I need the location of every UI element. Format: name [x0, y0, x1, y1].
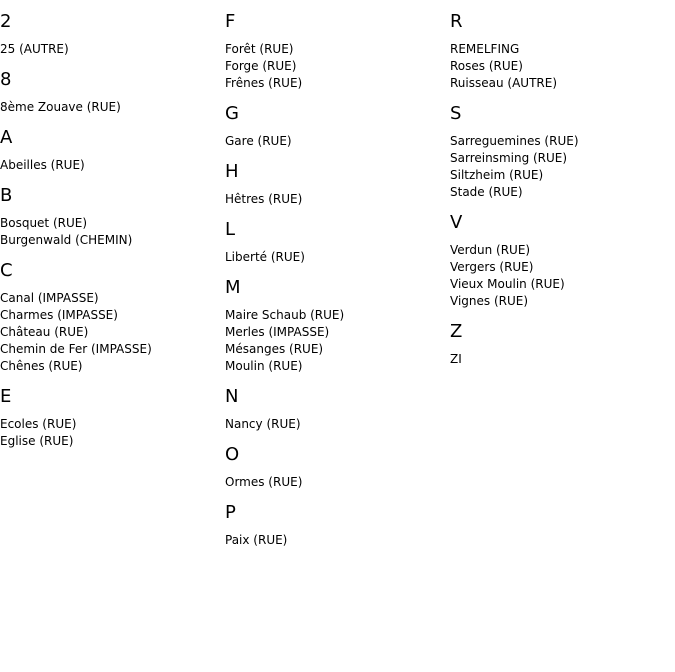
street-list — [450, 351, 665, 368]
street-list — [0, 290, 215, 375]
street-link[interactable]: Burgenwald (CHEMIN) — [0, 233, 133, 247]
letter-group — [225, 161, 440, 208]
street-list — [225, 474, 440, 491]
street-list — [0, 99, 215, 116]
street-link[interactable]: Hêtres (RUE) — [225, 192, 303, 206]
street-link[interactable]: Vieux Moulin (RUE) — [450, 277, 565, 291]
letter-group — [450, 212, 665, 310]
letter-group — [225, 386, 440, 433]
letter-group — [0, 260, 215, 375]
street-link[interactable]: Château (RUE) — [0, 325, 89, 339]
letter-heading: G — [225, 103, 239, 124]
letter-heading: 8 — [0, 69, 12, 90]
street-link[interactable]: Roses (RUE) — [450, 59, 523, 73]
street-link[interactable]: Forge (RUE) — [225, 59, 297, 73]
street-link[interactable]: 8ème Zouave (RUE) — [0, 100, 121, 114]
street-link[interactable]: Charmes (IMPASSE) — [0, 308, 118, 322]
letter-heading: R — [450, 11, 463, 32]
street-link[interactable]: Canal (IMPASSE) — [0, 291, 99, 305]
letter-group — [225, 103, 440, 150]
street-list — [450, 242, 665, 310]
letter-group — [225, 444, 440, 491]
letter-heading: A — [0, 127, 13, 148]
street-link[interactable]: Merles (IMPASSE) — [225, 325, 330, 339]
street-link[interactable]: Verdun (RUE) — [450, 243, 531, 257]
street-link[interactable]: Moulin (RUE) — [225, 359, 303, 373]
street-link[interactable]: Eglise (RUE) — [0, 434, 74, 448]
letter-heading: Z — [450, 321, 463, 342]
street-link[interactable]: Nancy (RUE) — [225, 417, 301, 431]
street-link[interactable]: Bosquet (RUE) — [0, 216, 88, 230]
street-list — [225, 416, 440, 433]
letter-heading: B — [0, 185, 13, 206]
street-link[interactable]: Mésanges (RUE) — [225, 342, 324, 356]
letter-heading: E — [0, 386, 12, 407]
letter-heading: H — [225, 161, 239, 182]
letter-heading: M — [225, 277, 241, 298]
street-list — [225, 532, 440, 549]
street-index-column-3 — [450, 0, 665, 374]
letter-group — [450, 11, 665, 92]
letter-group — [225, 11, 440, 92]
letter-heading: S — [450, 103, 462, 124]
letter-group — [0, 127, 215, 174]
letter-group — [0, 11, 215, 58]
street-link[interactable]: Chemin de Fer (IMPASSE) — [0, 342, 152, 356]
letter-heading: L — [225, 219, 236, 240]
street-index-column-1 — [0, 0, 215, 456]
street-list — [225, 133, 440, 150]
letter-heading: V — [450, 212, 463, 233]
street-link[interactable]: Maire Schaub (RUE) — [225, 308, 345, 322]
street-link[interactable]: Paix (RUE) — [225, 533, 288, 547]
street-link[interactable]: Sarreguemines (RUE) — [450, 134, 579, 148]
street-list — [225, 307, 440, 375]
street-link[interactable]: Ruisseau (AUTRE) — [450, 76, 558, 90]
street-list — [0, 416, 215, 450]
street-list — [450, 41, 665, 92]
letter-group — [450, 103, 665, 201]
street-link[interactable]: Vergers (RUE) — [450, 260, 534, 274]
street-link[interactable]: Ecoles (RUE) — [0, 417, 77, 431]
letter-heading: N — [225, 386, 239, 407]
street-link[interactable]: Gare (RUE) — [225, 134, 292, 148]
street-list — [225, 41, 440, 92]
street-link[interactable]: Ormes (RUE) — [225, 475, 303, 489]
street-link[interactable]: Forêt (RUE) — [225, 42, 294, 56]
letter-group — [0, 386, 215, 450]
street-link[interactable]: ZI — [450, 352, 462, 366]
street-link[interactable]: Liberté (RUE) — [225, 250, 305, 264]
street-list — [225, 191, 440, 208]
letter-heading: 2 — [0, 11, 12, 32]
letter-group — [0, 69, 215, 116]
letter-heading: P — [225, 502, 236, 523]
street-link[interactable]: Abeilles (RUE) — [0, 158, 85, 172]
letter-group — [225, 219, 440, 266]
letter-group — [225, 502, 440, 549]
street-list — [225, 249, 440, 266]
street-list — [450, 133, 665, 201]
street-link[interactable]: Frênes (RUE) — [225, 76, 303, 90]
street-link[interactable]: Chênes (RUE) — [0, 359, 83, 373]
street-link[interactable]: Sarreinsming (RUE) — [450, 151, 568, 165]
street-link[interactable]: 25 (AUTRE) — [0, 42, 69, 56]
street-list — [0, 41, 215, 58]
letter-group — [450, 321, 665, 368]
letter-heading: F — [225, 11, 236, 32]
letter-heading: O — [225, 444, 240, 465]
letter-heading: C — [0, 260, 13, 281]
street-link[interactable]: Stade (RUE) — [450, 185, 523, 199]
street-list — [0, 157, 215, 174]
street-index-column-2 — [225, 0, 440, 555]
street-list — [0, 215, 215, 249]
street-link[interactable]: REMELFING — [450, 42, 520, 56]
letter-group — [0, 185, 215, 249]
street-link[interactable]: Vignes (RUE) — [450, 294, 529, 308]
letter-group — [225, 277, 440, 375]
street-link[interactable]: Siltzheim (RUE) — [450, 168, 544, 182]
